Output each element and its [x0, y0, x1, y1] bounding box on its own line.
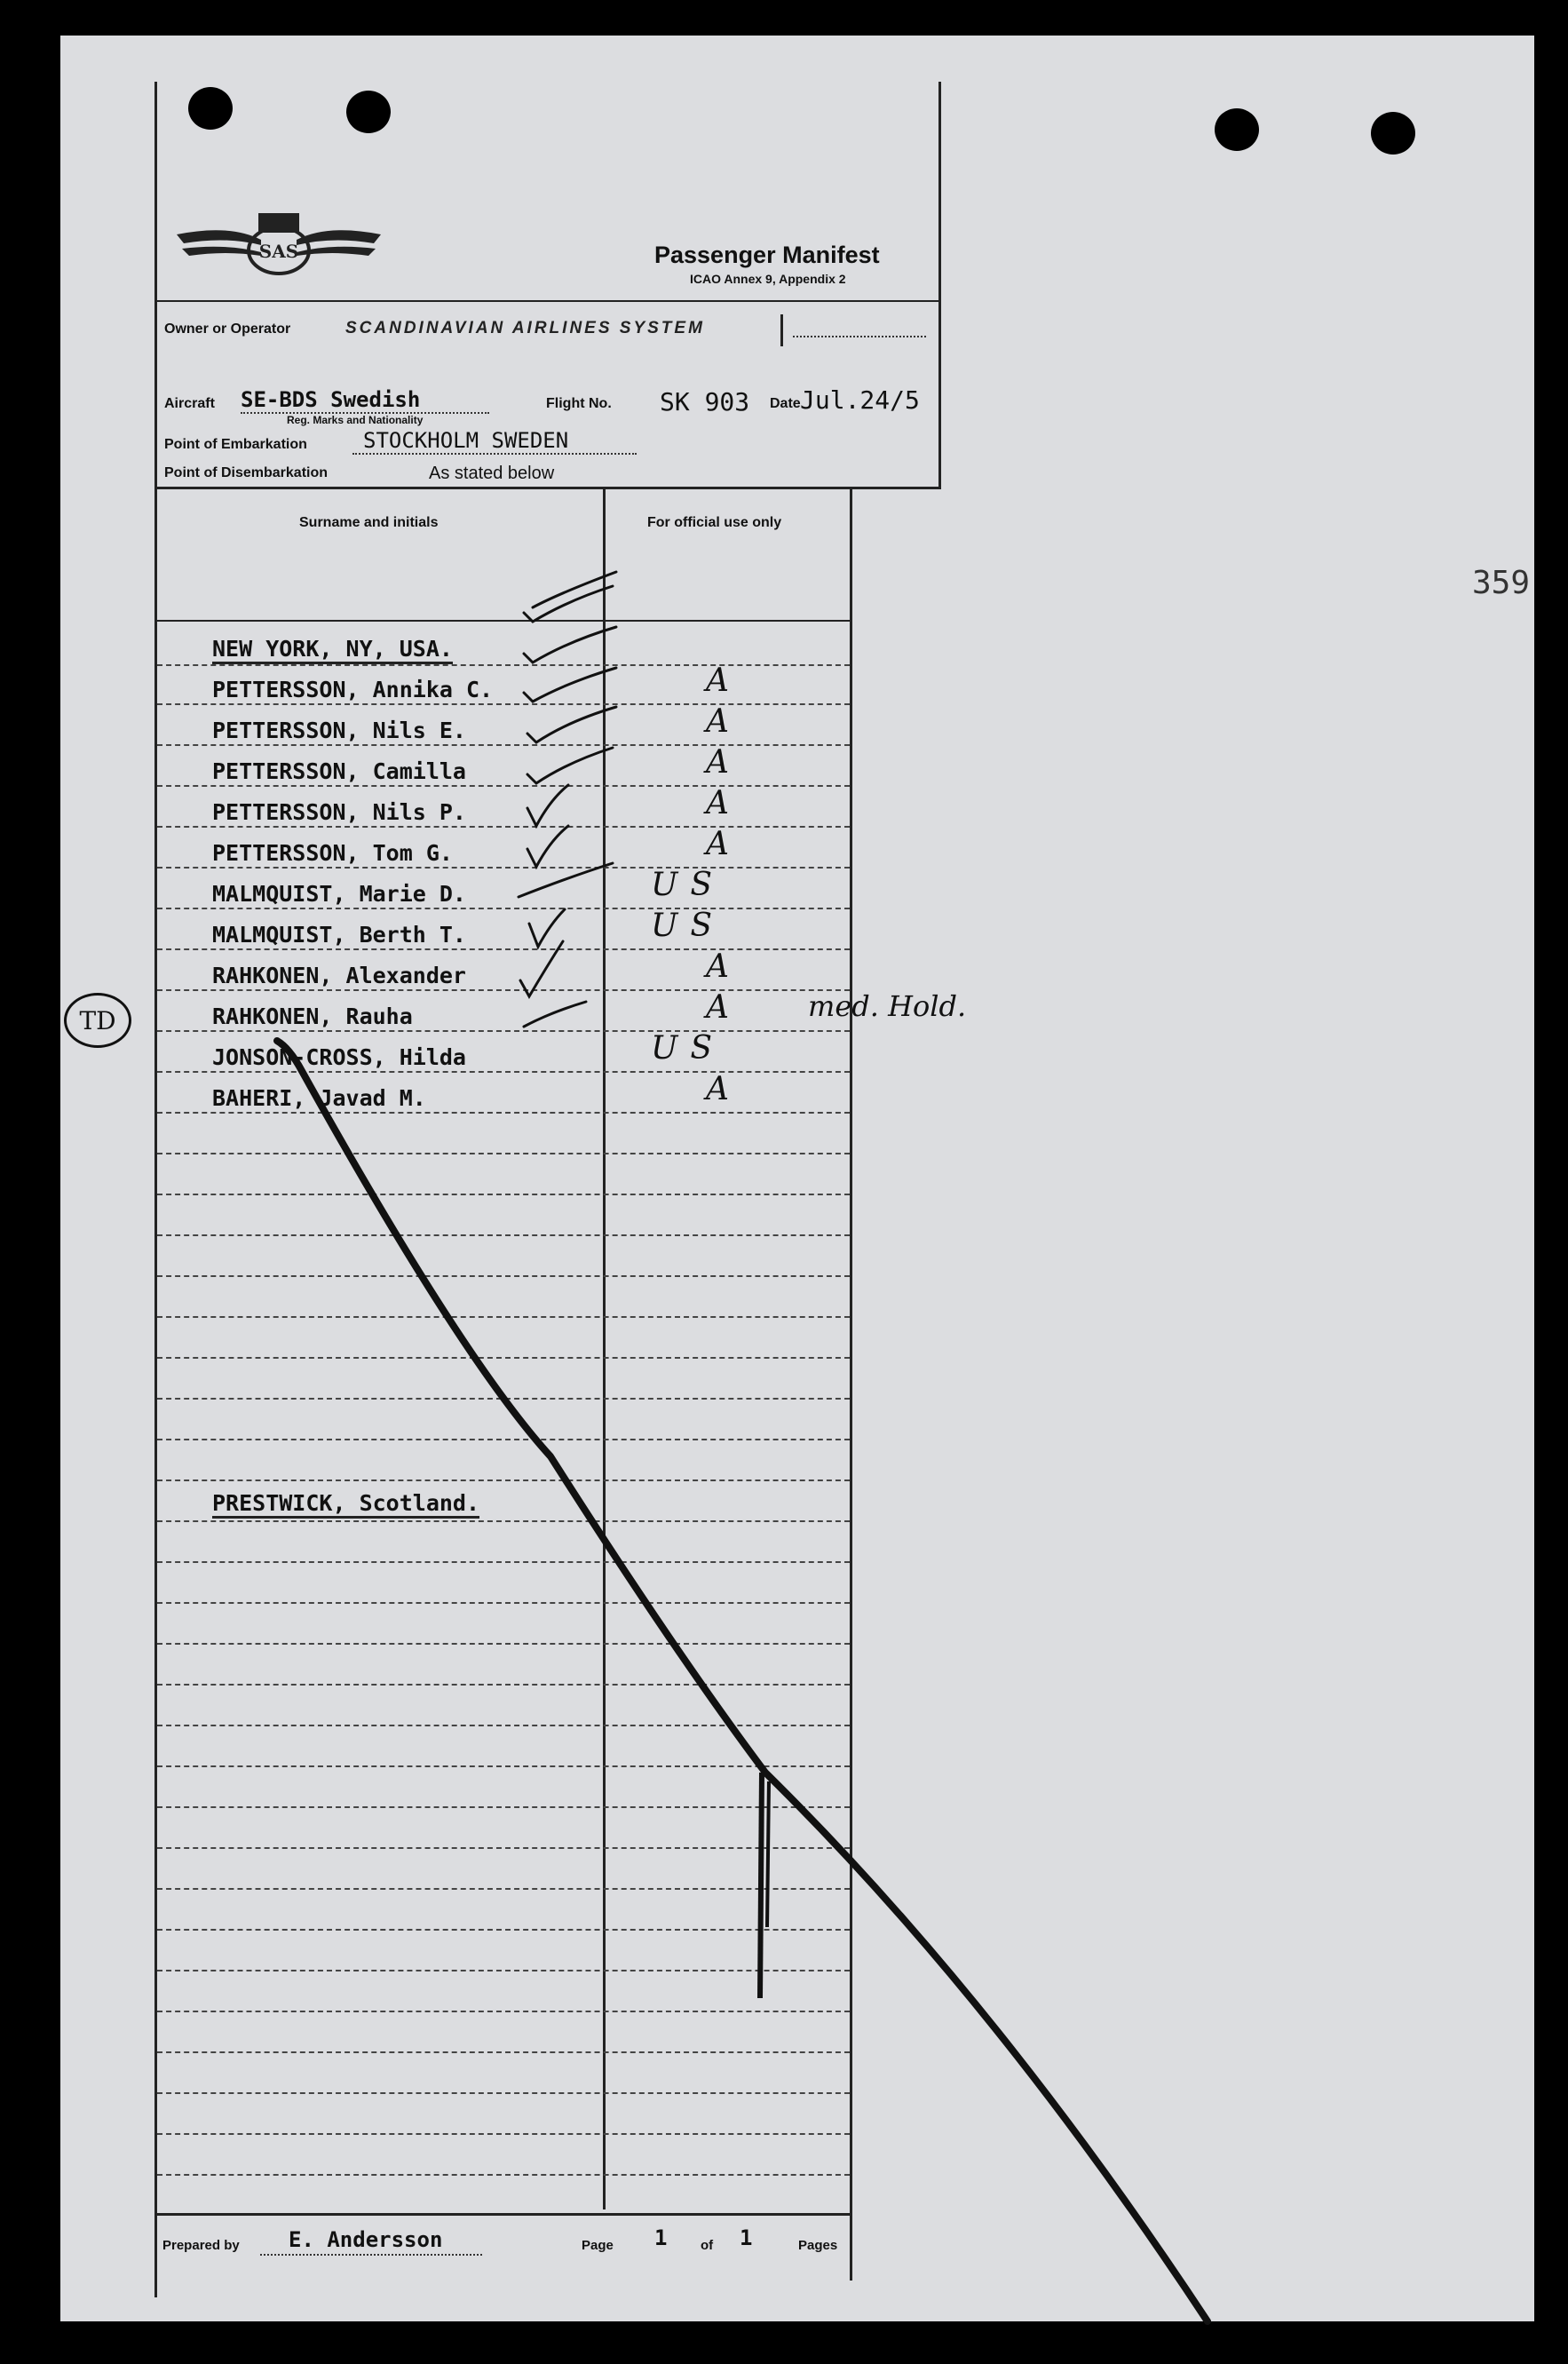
punch-hole: [1215, 108, 1259, 151]
date-value: Jul.24/5: [800, 385, 920, 415]
sas-crest-icon: [177, 204, 381, 286]
page-value: 1: [654, 2225, 668, 2250]
official-mark: US: [651, 1030, 725, 1067]
pages-label: Pages: [798, 2238, 838, 2253]
passenger-name: PETTERSSON, Nils P.: [212, 799, 466, 825]
punch-hole: [1371, 112, 1415, 155]
aircraft-value: SE-BDS Swedish: [241, 387, 421, 412]
destination-heading: NEW YORK, NY, USA.: [212, 636, 453, 664]
of-value: 1: [740, 2225, 753, 2250]
official-mark: A: [706, 785, 729, 821]
embarkation-value: STOCKHOLM SWEDEN: [363, 428, 569, 453]
side-note: med. Hold.: [808, 989, 967, 1023]
form-header: [157, 82, 941, 489]
official-mark: A: [706, 703, 729, 740]
circled-annotation: TD: [64, 993, 131, 1048]
official-mark: A: [706, 744, 729, 781]
passenger-name: PETTERSSON, Tom G.: [212, 840, 453, 866]
passenger-name: PETTERSSON, Nils E.: [212, 718, 466, 743]
destination-heading: PRESTWICK, Scotland.: [212, 1490, 479, 1519]
passenger-name: BAHERI, Javad M.: [212, 1085, 426, 1111]
svg-text:SAS: SAS: [258, 241, 299, 262]
official-mark: A: [706, 1071, 729, 1107]
passenger-table: [157, 487, 852, 2281]
aircraft-sublabel: Reg. Marks and Nationality: [287, 414, 424, 426]
passenger-name: PETTERSSON, Annika C.: [212, 677, 494, 702]
prepared-label: Prepared by: [162, 2238, 240, 2253]
passenger-name: MALMQUIST, Berth T.: [212, 922, 466, 948]
embarkation-label: Point of Embarkation: [164, 437, 307, 452]
aircraft-label: Aircraft: [164, 396, 215, 411]
flight-label: Flight No.: [546, 396, 612, 411]
form-subtitle: ICAO Annex 9, Appendix 2: [690, 272, 846, 286]
official-mark: US: [651, 908, 725, 944]
col-official-header: For official use only: [647, 515, 782, 530]
form-title: Passenger Manifest: [654, 242, 880, 268]
official-mark: A: [706, 989, 729, 1026]
passenger-name: MALMQUIST, Marie D.: [212, 881, 466, 907]
flight-value: SK 903: [660, 387, 750, 416]
manifest-sheet: [60, 36, 1534, 2321]
disembarkation-label: Point of Disembarkation: [164, 465, 329, 480]
passenger-name: PETTERSSON, Camilla: [212, 758, 466, 784]
official-mark: A: [706, 948, 729, 985]
official-mark: A: [706, 826, 729, 862]
passenger-name: RAHKONEN, Alexander: [212, 963, 466, 988]
official-mark: A: [706, 662, 729, 699]
of-label: of: [701, 2238, 714, 2253]
official-mark: US: [651, 867, 725, 903]
disembarkation-value: As stated below: [429, 464, 555, 483]
date-label: Date: [770, 396, 801, 411]
col-surname-header: Surname and initials: [299, 515, 439, 530]
page-label: Page: [582, 2238, 614, 2253]
manifest-form: [154, 82, 942, 2297]
owner-label: Owner or Operator: [164, 321, 291, 337]
owner-value: SCANDINAVIAN AIRLINES SYSTEM: [345, 319, 705, 337]
passenger-name: RAHKONEN, Rauha: [212, 1004, 413, 1029]
passenger-name: JONSON-CROSS, Hilda: [212, 1044, 466, 1070]
stamp-number: 359: [1472, 565, 1531, 601]
prepared-value: E. Andersson: [289, 2227, 443, 2252]
